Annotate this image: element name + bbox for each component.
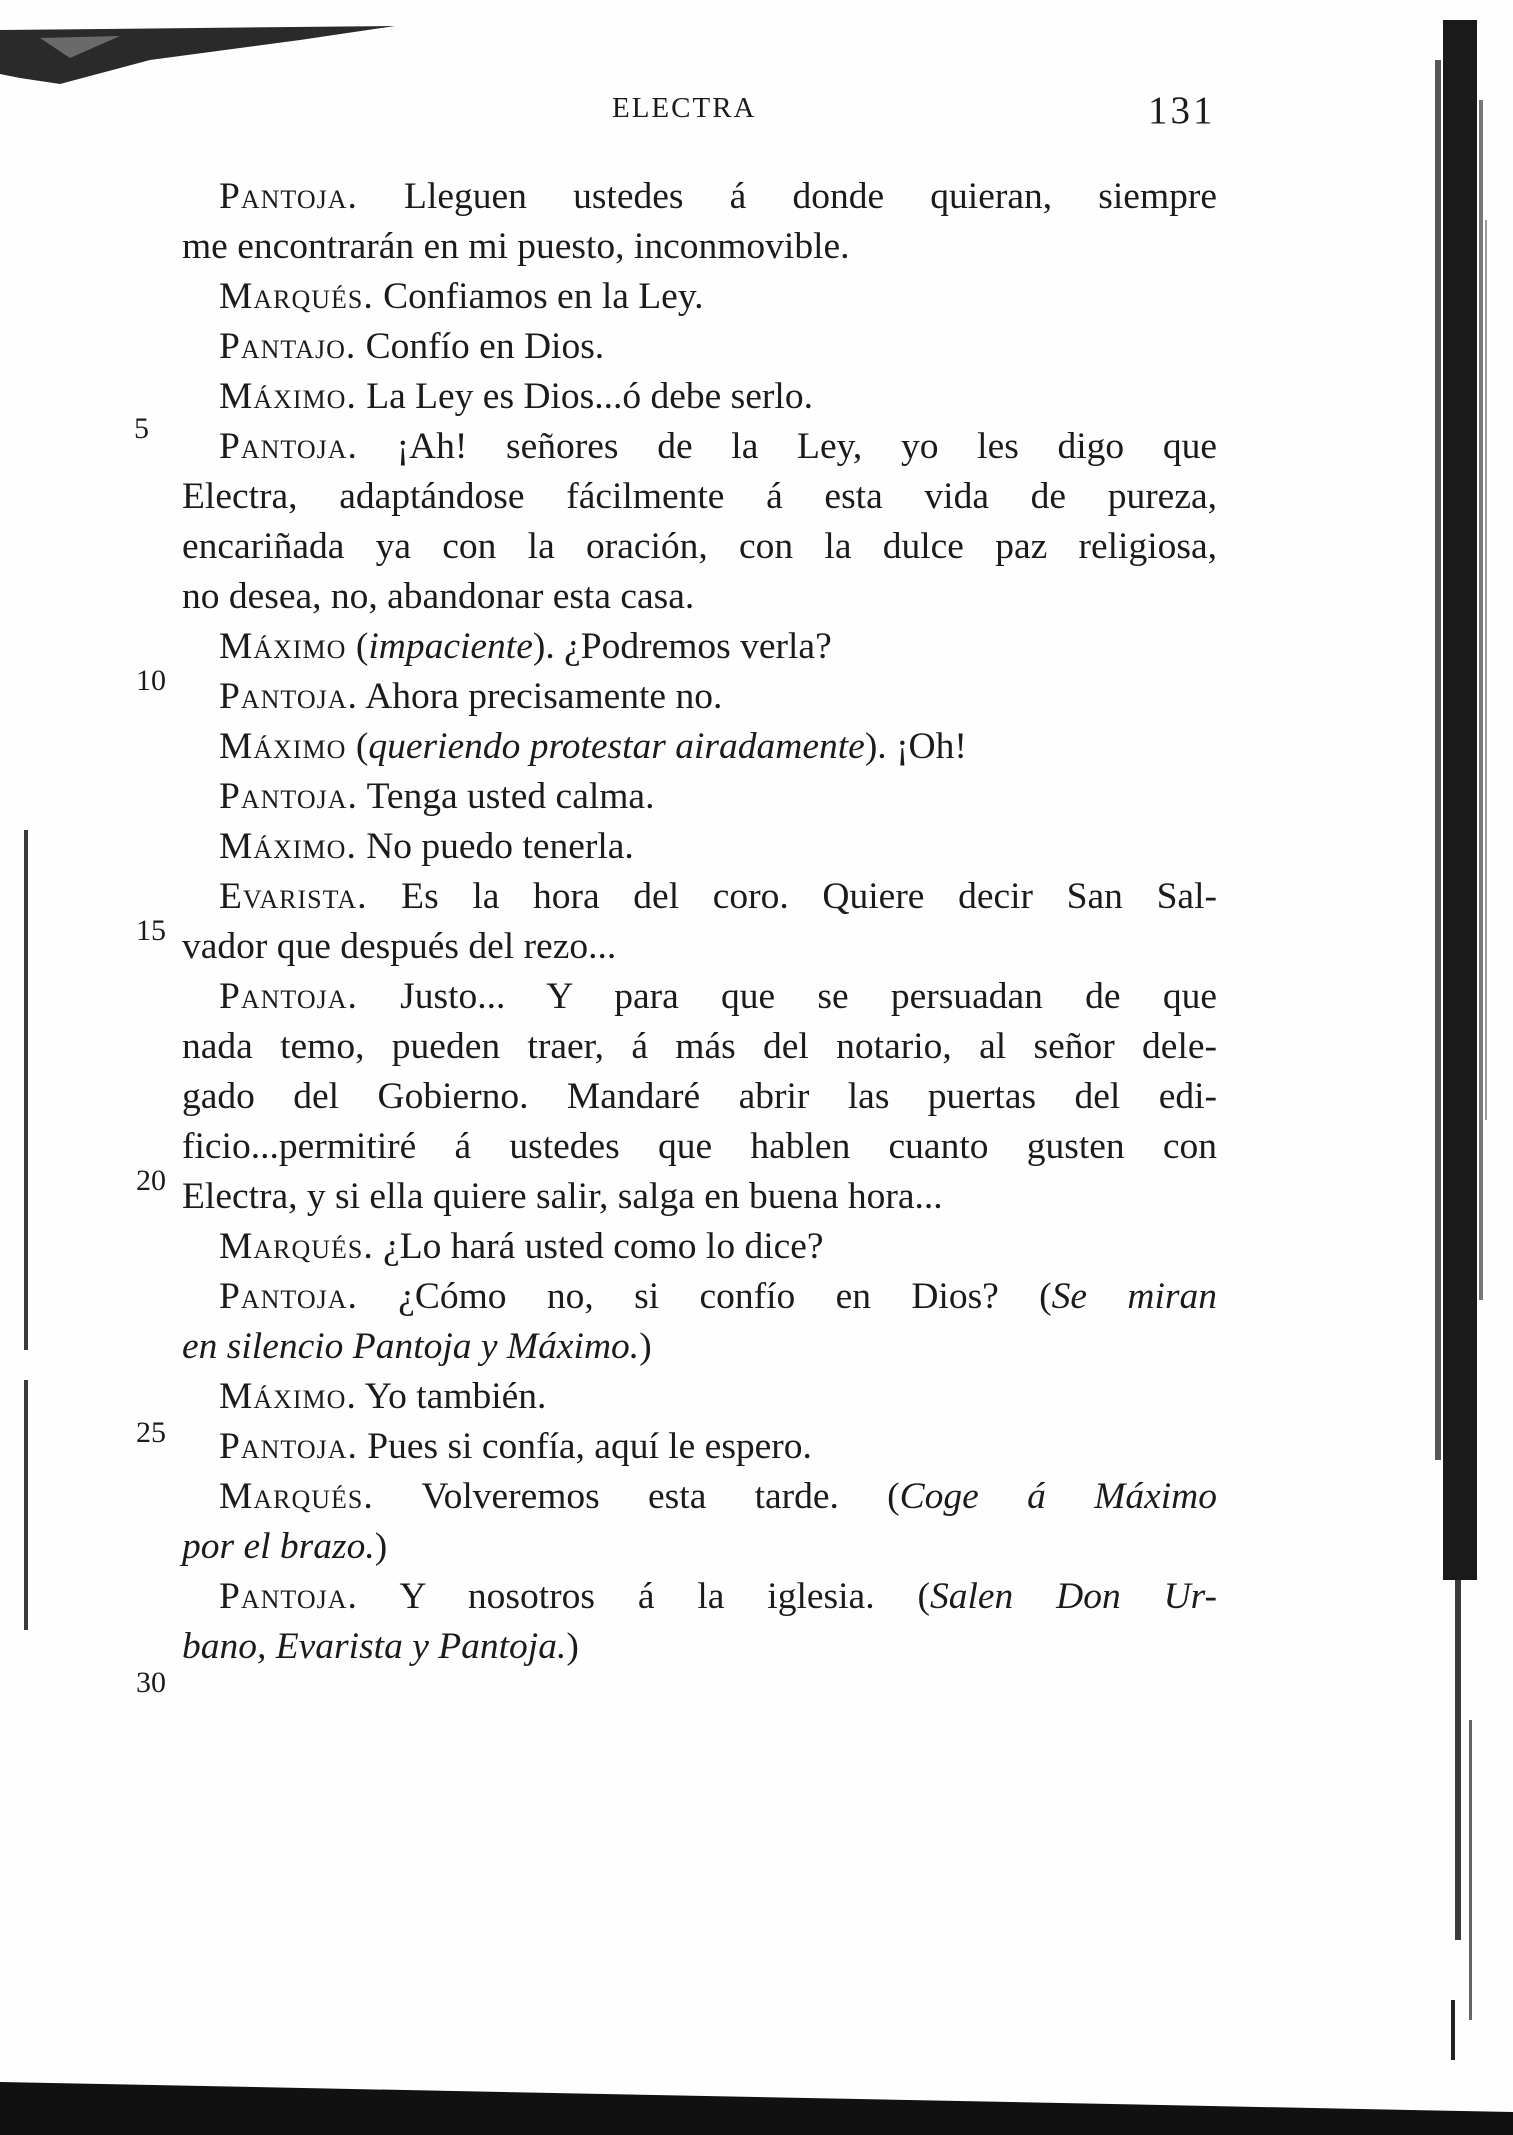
dialogue-text: vador que después del rezo...: [182, 926, 617, 967]
dialogue-text: ¿Podremos verla?: [564, 626, 832, 667]
running-title: ELECTRA: [612, 92, 757, 124]
dialogue-text: ¿Lo hará usted como lo dice?: [373, 1226, 824, 1267]
dialogue-text: Es la hora del coro. Quiere decir San Sal-: [367, 876, 1217, 917]
dialogue-text: No puedo tenerla.: [356, 826, 634, 867]
text-line: [219, 772, 654, 822]
scan-bottom-edge: [0, 2074, 1513, 2135]
dialogue-text: ¡Oh!: [896, 726, 967, 767]
margin-rule: [24, 1380, 28, 1630]
text-line: [182, 1022, 1217, 1072]
dialogue-text: nada temo, pueden traer, á más del notario, al señor dele-: [182, 1026, 1217, 1067]
stage-direction: impaciente: [368, 626, 533, 667]
stage-paren: ): [374, 1526, 388, 1567]
dialogue-text: Ahora precisamente no.: [357, 676, 723, 717]
speaker-name: Pantoja.: [219, 426, 358, 467]
stage-direction: Coge á Máximo: [899, 1476, 1217, 1517]
text-line: [182, 472, 1217, 522]
speaker-name: Pantoja.: [219, 676, 358, 717]
text-line: [182, 1622, 579, 1672]
text-line: [182, 1122, 1217, 1172]
stage-paren: ): [639, 1326, 652, 1367]
text-line: [219, 822, 634, 872]
line-number: 30: [136, 1666, 166, 1699]
dialogue-text: Lleguen ustedes á donde quieran, siempre: [357, 176, 1217, 217]
speaker-name: Máximo.: [219, 376, 357, 417]
text-line: [219, 1422, 812, 1472]
stage-direction: en silencio Pantoja y Máximo.: [182, 1326, 640, 1367]
dialogue-text: ¡Ah! señores de la Ley, yo les digo que: [357, 426, 1217, 467]
dialogue-text: ficio...permitiré á ustedes que hablen cuanto gusten con: [182, 1126, 1217, 1167]
stage-direction: bano, Evarista y Pantoja.: [182, 1626, 567, 1667]
dialogue-text: Y nosotros á la iglesia.: [357, 1576, 875, 1617]
stage-direction: Se miran: [1051, 1276, 1217, 1317]
text-line: [219, 972, 1217, 1022]
stage-paren: (: [838, 1476, 900, 1517]
text-line: [219, 1272, 1217, 1322]
dialogue-text: gado del Gobierno. Mandaré abrir las puertas del edi-: [182, 1076, 1217, 1117]
text-line: [219, 1222, 824, 1272]
speaker-name: Pantoja.: [219, 1576, 358, 1617]
dialogue-text: Volveremos esta tarde.: [373, 1476, 839, 1517]
text-line: [219, 1472, 1217, 1522]
speaker-name: Máximo.: [219, 1376, 357, 1417]
dialogue-text: no desea, no, abandonar esta casa.: [182, 576, 695, 617]
line-number: 25: [136, 1416, 166, 1449]
line-number: 15: [136, 914, 166, 947]
dialogue-text: La Ley es Dios...ó debe serlo.: [356, 376, 813, 417]
margin-rule: [24, 830, 28, 1350]
speaker-name: Marqués.: [219, 276, 374, 317]
text-line: [219, 272, 704, 322]
scan-smudge: [0, 18, 400, 88]
line-number: 10: [136, 664, 166, 697]
text-line: [219, 172, 1217, 222]
stage-direction: Salen Don Ur-: [929, 1576, 1217, 1617]
line-number: 5: [134, 412, 149, 445]
stage-paren: ).: [532, 626, 565, 667]
text-line: [219, 872, 1217, 922]
text-line: [182, 1322, 652, 1372]
speaker-name: Pantoja.: [219, 776, 358, 817]
text-line: [182, 1072, 1217, 1122]
line-number: 20: [136, 1164, 166, 1197]
text-line: [219, 1372, 546, 1422]
stage-paren: ).: [864, 726, 897, 767]
text-line: [219, 322, 604, 372]
text-line: [219, 622, 832, 672]
dialogue-text: encariñada ya con la oración, con la dulce paz religiosa,: [182, 526, 1217, 567]
text-line: [182, 1522, 387, 1572]
speaker-name: Pantajo.: [219, 326, 357, 367]
text-line: [182, 572, 694, 622]
page-number: 131: [1148, 89, 1216, 132]
speaker-name: Pantoja.: [219, 1426, 358, 1467]
dialogue-text: Yo también.: [356, 1376, 547, 1417]
dialogue-text: Confío en Dios.: [356, 326, 605, 367]
text-line: [182, 522, 1217, 572]
dialogue-text: Tenga usted calma.: [357, 776, 655, 817]
text-line: [219, 672, 722, 722]
speaker-name: Pantoja.: [219, 176, 358, 217]
dialogue-text: Electra, y si ella quiere salir, salga en buena hora...: [182, 1176, 943, 1217]
speaker-name: Máximo: [219, 726, 347, 767]
stage-paren: ): [566, 1626, 579, 1667]
speaker-name: Máximo.: [219, 826, 357, 867]
dialogue-text: Confiamos en la Ley.: [373, 276, 704, 317]
stage-paren: (: [998, 1276, 1052, 1317]
speaker-name: Pantoja.: [219, 976, 358, 1017]
dialogue-text: Pues si confía, aquí le espero.: [357, 1426, 812, 1467]
text-line: [219, 1572, 1217, 1622]
text-line: [182, 222, 850, 272]
text-line: [219, 372, 813, 422]
text-line: [182, 1172, 943, 1222]
stage-direction: queriendo protestar airadamente: [368, 726, 865, 767]
dialogue-text: ¿Cómo no, si confío en Dios?: [357, 1276, 999, 1317]
book-binding-edge: [1425, 20, 1513, 2060]
stage-direction: por el brazo.: [182, 1526, 375, 1567]
dialogue-text: me encontrarán en mi puesto, inconmovible.: [182, 226, 850, 267]
text-line: [219, 722, 967, 772]
speaker-name: Evarista.: [219, 876, 368, 917]
dialogue-text: Electra, adaptándose fácilmente á esta vida de pureza,: [182, 476, 1217, 517]
text-line: [219, 422, 1217, 472]
stage-paren: (: [346, 726, 369, 767]
speaker-name: Máximo: [219, 626, 347, 667]
speaker-name: Pantoja.: [219, 1276, 358, 1317]
dialogue-text: Justo... Y para que se persuadan de que: [357, 976, 1217, 1017]
stage-paren: (: [346, 626, 369, 667]
stage-paren: (: [874, 1576, 930, 1617]
speaker-name: Marqués.: [219, 1226, 374, 1267]
speaker-name: Marqués.: [219, 1476, 374, 1517]
text-line: [182, 922, 616, 972]
